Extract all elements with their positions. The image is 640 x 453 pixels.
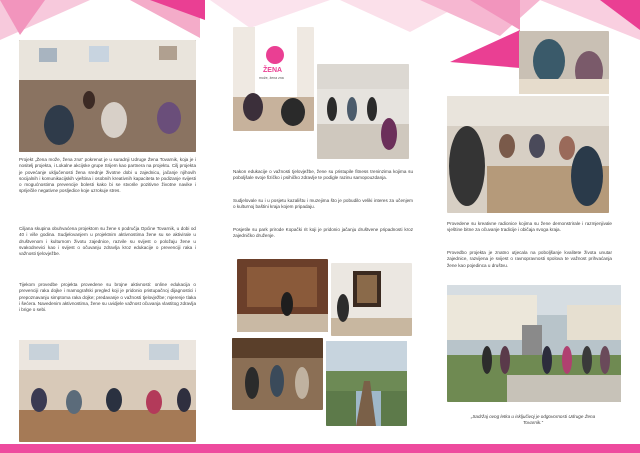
footer-bar	[0, 444, 640, 453]
photo-museum-portrait	[331, 263, 412, 336]
column2-paragraph-3: Posjetile su park prirode Kopački rit koji je pridonio jačanju društvene pripadnosti kroz zajedničko druženje.	[233, 227, 413, 239]
column1-paragraph-2: Ciljana skupina obuhvaćena projektom su žene s područja Općine Tovarnik, u dobi od 40 i više godina. Sudjelovanjem u projektnim aktivnostima žene su se aktivirale u društvenom i kulturnom životu zajednice, razvile su svijest o položaju žene u svakodnevici kao i svijest o očuvanju zdravlja kroz edukacije o prevenciji raka i važnosti tjelovježbe.	[19, 226, 196, 257]
logo-title: ŽENA	[263, 67, 283, 74]
disclaimer-caption: „Sadržaj ovog letka u isključivoj je odgovornosti Udruge Žena Tovarnik.“	[470, 414, 596, 426]
column3-paragraph-2: Provedbo projekta je znatno utjecala na poboljšanje kvalitete života unutar zajednice, razvijena je svijest o ravnopravnosti spolova te važnost prihvaćanja žene kao pojedinca u društvu.	[447, 250, 612, 268]
column3-paragraph-1: Provedene su kreativne radionice kojima su žene demonstrirale i razmjenjivale vještine bitne za očuvanje tradicije i običaja svoga kraja.	[447, 221, 612, 233]
column2-paragraph-1: Nakon edukacije o važnosti tjelovježbe, žene su pristupile fitness treninzima kojima su poboljšale svoje fizičko i psihičko zdravlje te podigle razinu samopouzdanja.	[233, 169, 413, 181]
column1-paragraph-3: Tijekom provedbe projekta provedene su brojne aktivnosti: online edukacija o prevenciji raka dojke i mamografski pregled koji je pridonio pristupačnoj dijagnostici i prepoznavanju simptoma raka dojke; predavanje o važnosti tjelovježbe; mjerenje tlaka i šećera. Navedenim aktivnostima, žene su uvidjele važnost očuvanja vlastitog zdravlja i brige o sebi.	[19, 282, 196, 313]
photo-seated-audience	[19, 340, 196, 442]
photo-lecture-hall	[19, 40, 196, 152]
photo-roll-up-banner	[233, 27, 314, 131]
logo-subtitle: može, žena zna	[259, 76, 284, 80]
column1-paragraph-1: Projekt „Žena može, žena zna“ pokrenut je u suradnji Udruge Žena Tovarnik, koja je i nositelj projekta, i Lokalne akcijske grupe Srijem kao partnera na projektu. Cilj projekta je povećanje uključenosti žena srednje životne dobi u zajednicu, jačanje njihovih socijalnih i komunikacijskih vještina i osobnih kreativnih kapaciteta te podizanje svijesti o mogućnostima prevencije bolesti kako bi se stvorile pozitivne životne navike i spriječile negativne posljedice koje uzrokuje stres.	[19, 157, 196, 194]
photo-kopacki-rit-walkway	[326, 341, 407, 426]
photo-workshop-table	[447, 96, 609, 213]
photo-workshop-closeup	[519, 31, 609, 94]
photo-theatre-interior	[237, 259, 328, 332]
column2-paragraph-2: Sudjelovale su i u posjetu kazalištu i muzejima što je pobudilo veliki interes za učenjem o kulturnoj baštini kraja kojem pripadaju.	[233, 198, 413, 210]
photo-fitness-training	[317, 64, 409, 159]
photo-museum-group	[232, 338, 323, 410]
photo-group-outdoor	[447, 285, 621, 402]
